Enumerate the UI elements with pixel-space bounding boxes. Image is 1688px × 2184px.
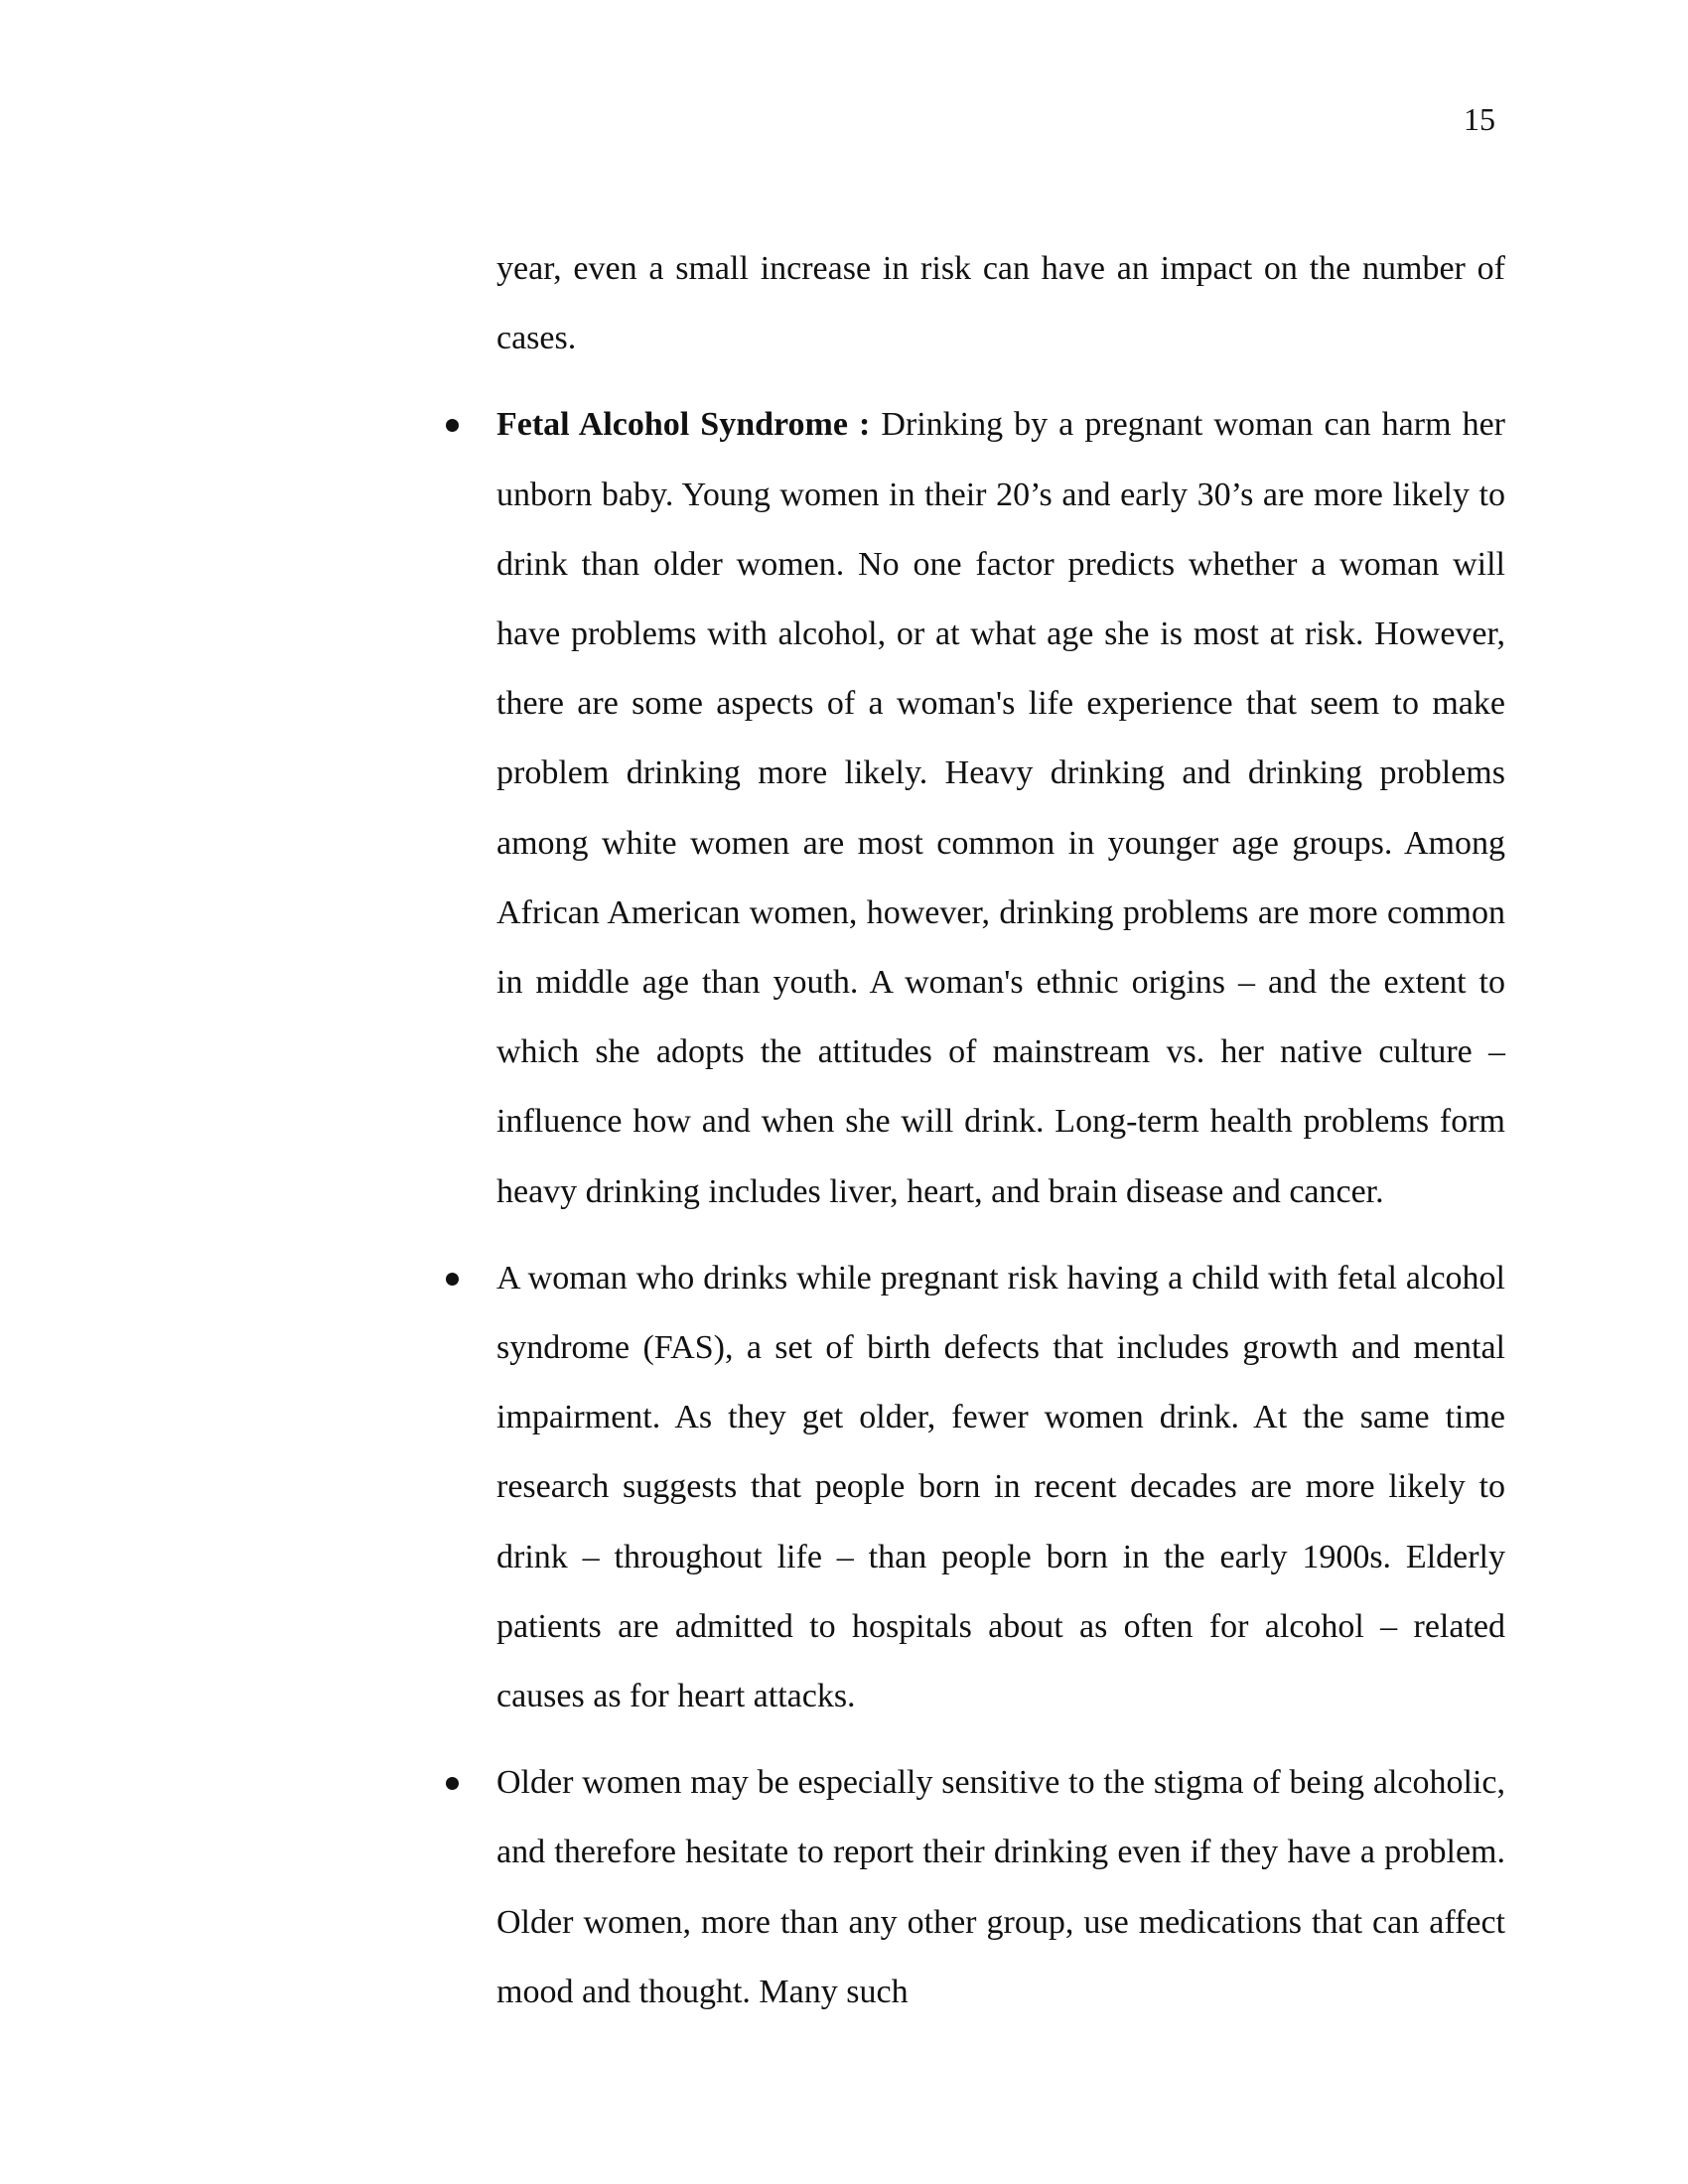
bullet-text: A woman who drinks while pregnant risk having a child with fetal alcohol syndrome (FAS), a set of birth defects that includes growth and mental impairment. As they get older, fewer women drink. At the same time research suggests that people born in recent decades are more likely to drink – throughout life – than people born in the early 1900s. Elderly patients are admitted to hospitals about as often for alcohol – related causes as for heart attacks. <box>496 1259 1505 1715</box>
bullet-icon <box>446 1273 459 1286</box>
bullet-item-fetal-alcohol-syndrome <box>496 390 1505 1226</box>
bullet-term: Fetal Alcohol Syndrome : <box>496 406 871 444</box>
bullet-item-pregnancy-risk <box>496 1244 1505 1731</box>
bullet-item-older-women <box>496 1748 1505 2027</box>
bullet-icon <box>446 1777 459 1790</box>
continuation-paragraph: year, even a small increase in risk can have an impact on the number of cases. <box>496 250 1505 357</box>
bullet-list <box>496 390 1505 2027</box>
bullet-text: Drinking by a pregnant woman can harm her unborn baby. Young women in their 20’s and early 30’s are more likely to drink than older women. No one factor predicts whether a woman will have problems with alcohol, or at what age she is most at risk. However, there are some aspects of a woman's life experience that seem to make problem drinking more likely. Heavy drinking and drinking problems among white women are most common in younger age groups. Among African American women, however, drinking problems are more common in middle age than youth. A woman's ethnic origins – and the extent to which she adopts the attitudes of mainstream vs. her native culture – influence how and when she will drink. Long-term health problems form heavy drinking includes liver, heart, and brain disease and cancer. <box>496 406 1505 1210</box>
bullet-text: Older women may be especially sensitive to the stigma of being alcoholic, and therefore hesitate to report their drinking even if they have a problem. Older women, more than any other group, use medications that can affect mood and thought. Many such <box>496 1764 1505 2010</box>
bullet-icon <box>446 419 459 432</box>
page-number: 15 <box>1464 101 1495 137</box>
document-body <box>496 234 1505 2044</box>
